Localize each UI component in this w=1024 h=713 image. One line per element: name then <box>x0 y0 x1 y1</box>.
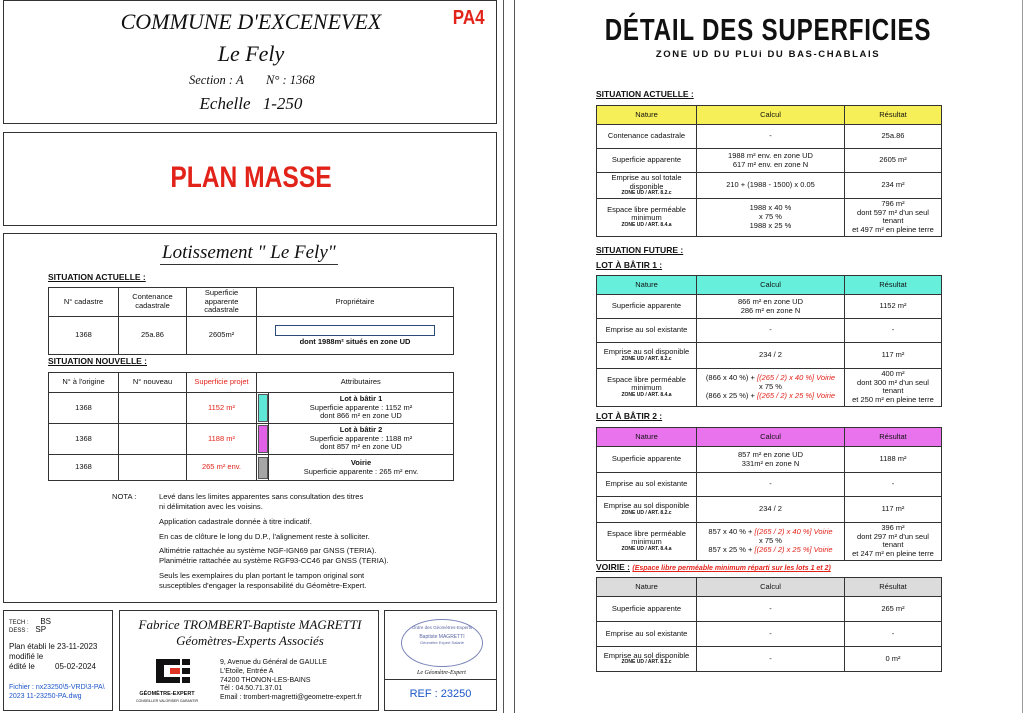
email-line: Email : trombert-magretti@geometre-expert.fr <box>220 694 362 701</box>
voirie-note: (Espace libre perméable minimum réparti sur les lots 1 et 2) <box>632 565 831 572</box>
cell-calcul: - <box>697 597 845 622</box>
col-resultat: Résultat <box>845 106 942 125</box>
nota-line: En cas de clôture le long du D.P., l'alignement reste à solliciter. <box>159 531 370 541</box>
cell-resultat <box>845 199 942 237</box>
nature-article: ZONE UD / ART. 8.2.c <box>621 190 672 197</box>
calc-voirie: [(265 / 2) x 25 %] Voirie <box>756 390 836 400</box>
cell-resultat: 0 m² <box>845 647 942 672</box>
cell-origine: 1368 <box>49 393 119 424</box>
calc-line: x 75 % <box>759 211 782 221</box>
dess-row <box>9 625 46 634</box>
voirie-table <box>596 577 942 672</box>
actuelle-heading: SITUATION ACTUELLE : <box>596 89 694 99</box>
col-superficie-apparente: Superficie apparente cadastrale <box>187 288 257 317</box>
calc-line: 866 m² en zone UD <box>737 296 804 306</box>
attrib-title: Lot à bâtir 2 <box>339 425 383 435</box>
nature-label: Emprise au sol disponible <box>603 650 690 660</box>
table-row <box>597 473 942 497</box>
cell-resultat: 25a.86 <box>845 125 942 149</box>
cell-swatch <box>257 424 269 455</box>
tech-label: TECH : <box>9 620 29 626</box>
sheet-divider <box>503 0 504 713</box>
cell-resultat: 1188 m² <box>845 447 942 473</box>
calc-line: 1988 x 25 % <box>749 220 792 230</box>
left-sheet <box>0 0 504 713</box>
cell-calcul: 234 / 2 <box>697 343 845 369</box>
cell-nature: Emprise au sol existante <box>597 473 697 497</box>
plan-etabli-label: Plan établi le <box>9 642 55 651</box>
sheet-edge <box>1022 0 1023 713</box>
calc-line: 857 x 40 % + <box>708 527 755 537</box>
cell-resultat: 1152 m² <box>845 295 942 319</box>
nature-label: Emprise au sol disponible <box>603 501 690 511</box>
table-row <box>597 343 942 369</box>
file-path-line2: 2023 11-23250-PA.dwg <box>9 693 82 701</box>
nota-label: NOTA : <box>112 492 137 501</box>
file-path-line1: Fichier : nx23250\5-VRD\3-PA\ <box>9 684 105 691</box>
col-swatch <box>257 373 269 393</box>
col-superficie-projet: Superficie projet <box>187 373 257 393</box>
address-line: L'Etoile, Entrée A <box>220 667 274 675</box>
col-calcul: Calcul <box>697 428 845 447</box>
cell-calcul: - <box>697 319 845 343</box>
nota-line: Levé dans les limites apparentes sans consultation des titres <box>159 492 364 501</box>
calc-voirie: [(265 / 2) x 40 %] Voirie <box>754 527 833 537</box>
nota-line: ni délimitation avec les voisins. <box>159 501 263 511</box>
cell-nature <box>597 647 697 672</box>
cell-calcul: - <box>697 647 845 672</box>
lotissement-box <box>3 233 497 603</box>
header-box <box>3 0 497 124</box>
phone-line: Tél : 04.50.71.37.01 <box>220 685 283 693</box>
cell-nature <box>597 369 697 407</box>
calc-line: 1988 x 40 % <box>749 203 792 213</box>
nota-line: Altimétrie rattachée au système NGF-IGN69 par GNSS (TERIA). <box>159 546 377 556</box>
table-row <box>49 424 454 455</box>
attrib-line: Superficie apparente : 1188 m² <box>309 433 413 443</box>
sheet-number: PA4 <box>452 7 485 29</box>
cell-calcul <box>697 295 845 319</box>
commune-title: COMMUNE D'EXCENEVEX <box>120 9 382 34</box>
firm-subtitle: Géomètres-Experts Associés <box>176 633 324 648</box>
calc-line: x 75 % <box>759 381 782 391</box>
result-line: dont 300 m² d'un seul tenant <box>857 377 929 396</box>
result-line: et 250 m² en pleine terre <box>852 394 934 404</box>
cell-nouveau <box>119 393 187 424</box>
cell-superficie: 2605m² <box>187 316 257 354</box>
edite-row <box>9 662 96 671</box>
result-line: dont 597 m² d'un seul tenant <box>857 207 929 226</box>
nota-line: Planimétrie rattachée au système RGF93-CC46 par GNSS (TERIA). <box>159 556 389 566</box>
cell-resultat: - <box>845 319 942 343</box>
voirie-color-swatch <box>258 457 268 479</box>
calc-line: (866 x 40 %) + <box>705 373 757 383</box>
detail-subtitle: ZONE UD DU PLUi DU BAS-CHABLAIS <box>655 49 881 60</box>
cell-attributaire <box>269 455 454 481</box>
cell-calcul <box>697 447 845 473</box>
future-heading: SITUATION FUTURE : <box>596 245 684 255</box>
col-resultat: Résultat <box>845 578 942 597</box>
calc-line: 857 m² en zone UD <box>737 449 804 459</box>
edite-label: édité le <box>9 662 35 671</box>
table-row <box>597 447 942 473</box>
col-resultat: Résultat <box>845 428 942 447</box>
nature-article: ZONE UD / ART. 8.2.c <box>621 509 672 516</box>
result-line: 400 m² <box>881 369 905 378</box>
table-row <box>597 319 942 343</box>
dates-box <box>3 610 113 711</box>
cell-surface: 1152 m² <box>187 393 257 424</box>
cell-calcul <box>697 199 845 237</box>
nature-label: Emprise au sol totale disponible <box>611 173 682 191</box>
stamp-name: Baptiste MAGRETTI <box>419 634 465 640</box>
table-row <box>597 497 942 523</box>
cell-resultat: 265 m² <box>845 597 942 622</box>
ref-box <box>385 679 496 711</box>
cell-resultat: 2605 m² <box>845 149 942 173</box>
address-line: 74200 THONON-LES-BAINS <box>220 676 311 684</box>
col-proprietaire: Propriétaire <box>257 288 454 317</box>
cell-resultat: - <box>845 622 942 647</box>
table-row <box>597 173 942 199</box>
plan-title: PLAN MASSE <box>170 161 332 194</box>
attrib-line: Superficie apparente : 1152 m² <box>309 402 413 412</box>
calc-line: 857 x 25 % + <box>708 544 755 554</box>
voirie-heading: VOIRIE : <box>596 562 631 572</box>
cell-nature <box>597 173 697 199</box>
detail-title: DÉTAIL DES SUPERFICIES <box>604 12 932 47</box>
cell-nature: Superficie apparente <box>597 295 697 319</box>
calc-line: 617 m² env. en zone N <box>732 159 809 169</box>
cell-resultat: 117 m² <box>845 497 942 523</box>
table-row <box>597 622 942 647</box>
cell-calcul <box>697 523 845 561</box>
left-actuelle-table <box>48 287 454 355</box>
nature-article: ZONE UD / ART. 8.2.c <box>621 659 672 666</box>
calc-line: 1988 m² env. en zone UD <box>728 150 813 160</box>
attrib-line: dont 857 m² en zone UD <box>320 442 402 452</box>
cell-nature <box>597 497 697 523</box>
col-contenance: Contenance cadastrale <box>119 288 187 317</box>
calc-line: 331m² en zone N <box>741 458 800 468</box>
nature-article: ZONE UD / ART. 8.4.a <box>621 546 672 552</box>
col-n-nouveau: N° nouveau <box>119 373 187 393</box>
left-situation-nouvelle-heading: SITUATION NOUVELLE : <box>48 356 148 366</box>
stamp-subtitle: Géomètre Expert Salarié <box>419 640 465 645</box>
cell-calcul <box>697 149 845 173</box>
table-row <box>597 647 942 672</box>
col-nature: Nature <box>597 276 697 295</box>
cell-nature <box>597 199 697 237</box>
actuelle-table <box>596 105 942 237</box>
cell-nature: Superficie apparente <box>597 149 697 173</box>
cell-calcul: - <box>697 125 845 149</box>
cell-nature <box>597 523 697 561</box>
left-nouvelle-table <box>48 372 454 481</box>
cell-swatch <box>257 455 269 481</box>
cell-cadastre: 1368 <box>49 316 119 354</box>
address-line: 9, Avenue du Général de GAULLE <box>220 659 327 666</box>
lot2-table <box>596 427 942 561</box>
plan-title-box <box>3 132 497 226</box>
lot2-color-swatch <box>258 425 268 453</box>
col-nature: Nature <box>597 106 697 125</box>
cell-nouveau <box>119 424 187 455</box>
logo-text: GÉOMÈTRE-EXPERT <box>139 691 195 697</box>
cell-nouveau <box>119 455 187 481</box>
plan-etabli-date: 23-11-2023 <box>57 642 98 651</box>
cell-nature: Emprise au sol existante <box>597 319 697 343</box>
cell-nature: Contenance cadastrale <box>597 125 697 149</box>
calc-line: 286 m² en zone N <box>740 305 801 315</box>
file-path <box>9 683 105 701</box>
nature-label: Espace libre perméable minimum <box>607 528 686 547</box>
result-line: dont 297 m² d'un seul tenant <box>857 531 929 550</box>
nature-article: ZONE UD / ART. 8.4.a <box>621 392 672 398</box>
edite-date: 05-02-2024 <box>55 662 96 671</box>
voirie-heading-row <box>596 562 831 572</box>
calc-voirie: [(265 / 2) x 25 %] Voirie <box>754 544 833 554</box>
result-line: et 497 m² en pleine terre <box>852 224 934 234</box>
calc-line: x 75 % <box>759 535 782 545</box>
cell-proprietaire <box>257 316 454 354</box>
col-calcul: Calcul <box>697 578 845 597</box>
col-n-origine: N° à l'origine <box>49 373 119 393</box>
attrib-title: Voirie <box>350 457 372 467</box>
table-row <box>597 369 942 407</box>
result-line: 396 m² <box>881 523 905 532</box>
cell-nature: Superficie apparente <box>597 447 697 473</box>
col-calcul: Calcul <box>697 276 845 295</box>
cell-attributaire <box>269 393 454 424</box>
logo-subtitle: CONSEILLER VALORISER GARANTIR <box>136 699 198 703</box>
nature-article: ZONE UD / ART. 8.4.a <box>621 222 672 228</box>
cell-resultat <box>845 523 942 561</box>
numero-label: N° : 1368 <box>266 73 315 87</box>
tech-value: BS <box>40 617 52 626</box>
cell-calcul: 234 / 2 <box>697 497 845 523</box>
result-line: et 247 m² en pleine terre <box>852 548 934 558</box>
cell-calcul: 210 + (1988 - 1500) x 0.05 <box>697 173 845 199</box>
firm-address <box>220 659 362 703</box>
table-row <box>597 523 942 561</box>
cell-nature: Superficie apparente <box>597 597 697 622</box>
lot1-table <box>596 275 942 407</box>
cell-calcul: - <box>697 473 845 497</box>
cell-nature: Emprise au sol existante <box>597 622 697 647</box>
lot1-color-swatch <box>258 394 268 422</box>
result-line: 796 m² <box>881 199 905 208</box>
stamp-box <box>384 610 497 711</box>
nature-label: Espace libre perméable minimum <box>607 204 686 223</box>
owner-redacted-box <box>275 325 435 336</box>
table-row <box>597 199 942 237</box>
cell-origine: 1368 <box>49 455 119 481</box>
lot2-heading: LOT À BÂTIR 2 : <box>596 411 663 421</box>
cell-swatch <box>257 393 269 424</box>
nature-label: Emprise au sol disponible <box>603 347 690 357</box>
table-row <box>597 125 942 149</box>
col-calcul: Calcul <box>697 106 845 125</box>
nota-line: susceptibles d'engager la responsabilité du Géomètre-Expert. <box>159 581 367 591</box>
calc-line: (866 x 25 %) + <box>705 390 757 400</box>
cell-attributaire <box>269 424 454 455</box>
dess-value: SP <box>35 625 47 634</box>
attrib-line: dont 866 m² en zone UD <box>320 411 402 421</box>
nota-line: Application cadastrale donnée à titre indicatif. <box>159 516 312 526</box>
table-row <box>597 149 942 173</box>
table-row <box>597 597 942 622</box>
cell-resultat: 117 m² <box>845 343 942 369</box>
lot1-heading: LOT À BÂTIR 1 : <box>596 260 663 270</box>
left-situation-actuelle-heading: SITUATION ACTUELLE : <box>48 272 146 282</box>
stamp-signature: Le Géomètre-Expert <box>417 670 466 676</box>
cell-surface: 265 m² env. <box>187 455 257 481</box>
table-row <box>49 393 454 424</box>
plan-etabli-row <box>9 642 97 651</box>
cell-resultat: 234 m² <box>845 173 942 199</box>
firm-name: Fabrice TROMBERT-Baptiste MAGRETTI <box>138 617 362 632</box>
geometre-expert-logo <box>150 657 200 691</box>
section-label: Section : A <box>189 73 244 87</box>
col-n-cadastre: N° cadastre <box>49 288 119 317</box>
scale-label: Echelle 1-250 <box>199 94 303 113</box>
cell-contenance: 25a.86 <box>119 316 187 354</box>
stamp-top-text: Ordre des Géomètres-Experts <box>411 625 473 630</box>
cell-origine: 1368 <box>49 424 119 455</box>
cell-resultat: - <box>845 473 942 497</box>
cell-calcul: - <box>697 622 845 647</box>
official-stamp <box>401 619 483 667</box>
table-row <box>597 295 942 319</box>
calc-voirie: [(265 / 2) x 40 %] Voirie <box>756 373 836 383</box>
col-nature: Nature <box>597 578 697 597</box>
cell-calcul <box>697 369 845 407</box>
nota-text <box>159 492 459 591</box>
nature-label: Espace libre perméable minimum <box>607 374 686 393</box>
dess-label: DESS : <box>9 628 29 634</box>
reference-number: REF : 23250 <box>409 688 472 700</box>
modifie-row: modifié le <box>9 652 44 661</box>
nature-article: ZONE UD / ART. 8.2.c <box>621 355 672 362</box>
cell-resultat <box>845 369 942 407</box>
owner-zone-note: dont 1988m² situés en zone UD <box>299 336 411 346</box>
right-sheet <box>515 0 1021 713</box>
col-resultat: Résultat <box>845 276 942 295</box>
cell-nature <box>597 343 697 369</box>
col-attributaires: Attributaires <box>269 373 454 393</box>
cell-surface: 1188 m² <box>187 424 257 455</box>
table-row <box>49 455 454 481</box>
attrib-title: Lot à bâtir 1 <box>339 394 383 404</box>
nota-line: Seuls les exemplaires du plan portant le tampon original sont <box>159 571 365 581</box>
attrib-line: Superficie apparente : 265 m² env. <box>303 466 419 476</box>
place-name: Le Fely <box>217 41 285 66</box>
firm-box <box>119 610 379 711</box>
lotissement-title: Lotissement " Le Fely" <box>162 242 336 263</box>
col-nature: Nature <box>597 428 697 447</box>
